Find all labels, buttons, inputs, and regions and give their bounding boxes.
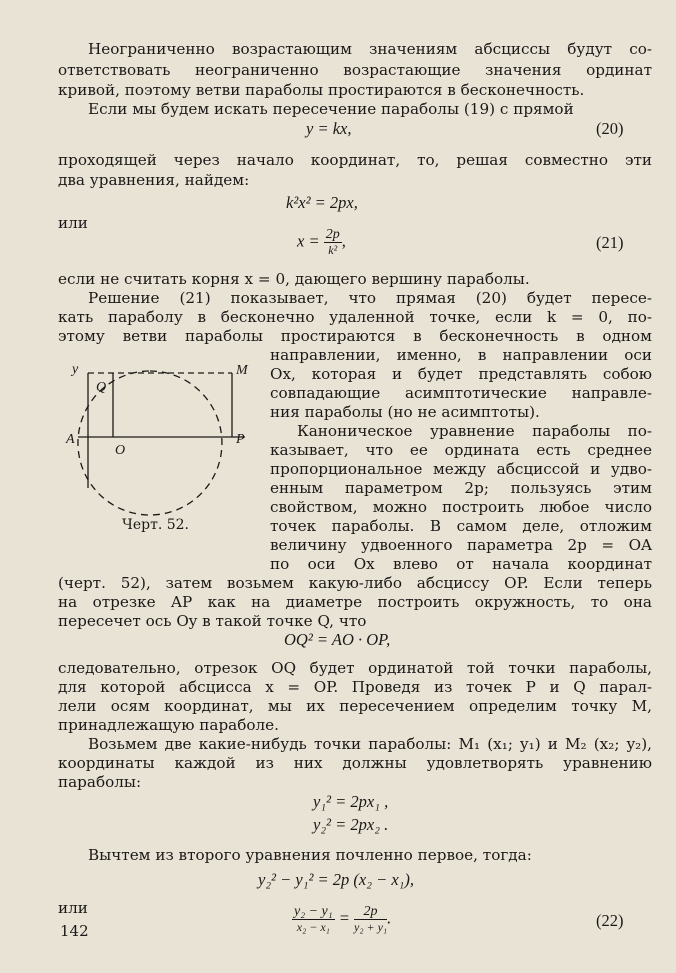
parabola-construction-figure xyxy=(60,357,270,527)
equation-22-right-fraction xyxy=(354,904,387,935)
text-line: для которой абсцисса x = OP. Проведя из точек P и Q парал- xyxy=(58,678,652,696)
text-line: кать параболу в бесконечно удаленной точке, если k = 0, по- xyxy=(58,308,652,326)
text-line: проходящей через начало координат, то, решая совместно эти xyxy=(58,151,652,169)
label-a: A xyxy=(66,432,75,447)
equation-22-right-denominator: y₂ + y₁ xyxy=(354,920,388,934)
equation-22-right-numerator: 2p xyxy=(354,904,387,920)
text-line: свойством, можно построить любое число xyxy=(270,498,652,516)
equation-20: y = kx, xyxy=(306,119,352,138)
equation-21-lhs: x = xyxy=(297,231,324,251)
text-line: или xyxy=(58,899,88,917)
text-line: направлении, именно, в направлении оси xyxy=(270,346,652,364)
text-line: кривой, поэтому ветви параболы простираются в бесконечность. xyxy=(58,81,585,99)
text-line: два уравнения, найдем: xyxy=(58,171,250,189)
text-line: величину удвоенного параметра 2p = OA xyxy=(270,536,652,554)
equation-21-denominator: k² xyxy=(328,243,338,257)
text-line: Решение (21) показывает, что прямая (20) будет пересе- xyxy=(88,289,652,307)
text-line: параболы: xyxy=(58,773,142,791)
text-line: точек параболы. В самом деле, отложим xyxy=(270,517,652,535)
text-line: казывает, что ее ордината есть среднее xyxy=(270,441,652,459)
text-line: Неограниченно возрастающим значениям абсциссы будут со- xyxy=(88,40,652,58)
equation-difference: y₂² − y₁² = 2p (x₂ − x₁), xyxy=(258,870,415,889)
text-line: на отрезке AP как на диаметре построить окружность, то она xyxy=(58,593,652,611)
page-number: 142 xyxy=(60,922,89,940)
label-m: M xyxy=(236,363,248,378)
equation-22-equals: = xyxy=(334,908,354,928)
text-line: Ox, которая и будет представлять собою xyxy=(270,365,652,383)
figure-caption: Черт. 52. xyxy=(122,517,189,533)
label-p: P xyxy=(236,432,245,447)
text-line: или xyxy=(58,214,88,232)
label-o: O xyxy=(115,443,126,458)
text-line: Вычтем из второго уравнения почленно первое, тогда: xyxy=(88,846,532,864)
equation-21-numerator: 2p xyxy=(325,227,340,242)
equation-22-left-numerator: y₂ − y₁ xyxy=(294,904,333,919)
label-y: y xyxy=(72,362,79,377)
equation-number-22: (22) xyxy=(596,911,624,930)
text-line: лели осям координат, мы их пересечением определим точку M, xyxy=(58,697,652,715)
equation-22-left-denominator: x₂ − x₁ xyxy=(296,920,330,934)
text-line: Возьмем две какие-нибудь точки параболы: M₁ (x₁; y₁) и M₂ (x₂; y₂), xyxy=(88,735,652,753)
text-line: Каноническое уравнение параболы по- xyxy=(297,422,652,440)
text-line: совпадающие асимптотические направле- xyxy=(270,384,652,402)
text-line: Если мы будем искать пересечение параболы (19) с прямой xyxy=(88,100,574,118)
text-line: координаты каждой из них должны удовлетворять уравнению xyxy=(58,754,652,772)
text-line: енным параметром 2p; пользуясь этим xyxy=(270,479,652,497)
label-q: Q xyxy=(96,380,107,395)
equation-21-tail: , xyxy=(341,231,346,251)
equation-oq: OQ² = AO · OP, xyxy=(284,630,391,649)
equation-k: k²x² = 2px, xyxy=(286,193,358,212)
text-line: (черт. 52), затем возьмем какую-либо абсциссу OP. Если теперь xyxy=(58,574,652,592)
equation-21 xyxy=(297,227,346,258)
equation-21-fraction xyxy=(324,227,342,258)
text-line: принадлежащую параболе. xyxy=(58,716,279,734)
equation-number-20: (20) xyxy=(596,119,624,138)
equation-y1: y₁² = 2px₁ , xyxy=(313,792,389,811)
text-line: следовательно, отрезок OQ будет ординатой той точки параболы, xyxy=(58,659,652,677)
equation-22 xyxy=(292,904,391,935)
equation-number-21: (21) xyxy=(596,233,624,252)
equation-22-tail: . xyxy=(387,908,392,928)
equation-y2: y₂² = 2px₂ . xyxy=(313,815,389,834)
equation-22-left-fraction xyxy=(292,904,335,935)
text-line: ния параболы (но не асимптоты). xyxy=(270,403,540,421)
text-line: ответствовать неограниченно возрастающие значения ординат xyxy=(58,61,652,79)
text-line: пересечет ось Oy в такой точке Q, что xyxy=(58,612,367,630)
text-line: пропорциональное между абсциссой и удво- xyxy=(270,460,652,478)
text-line: этому ветви параболы простираются в бесконечность в одном xyxy=(58,327,652,345)
text-line: если не считать корня x = 0, дающего вершину параболы. xyxy=(58,270,530,288)
text-line: по оси Ox влево от начала координат xyxy=(270,555,652,573)
